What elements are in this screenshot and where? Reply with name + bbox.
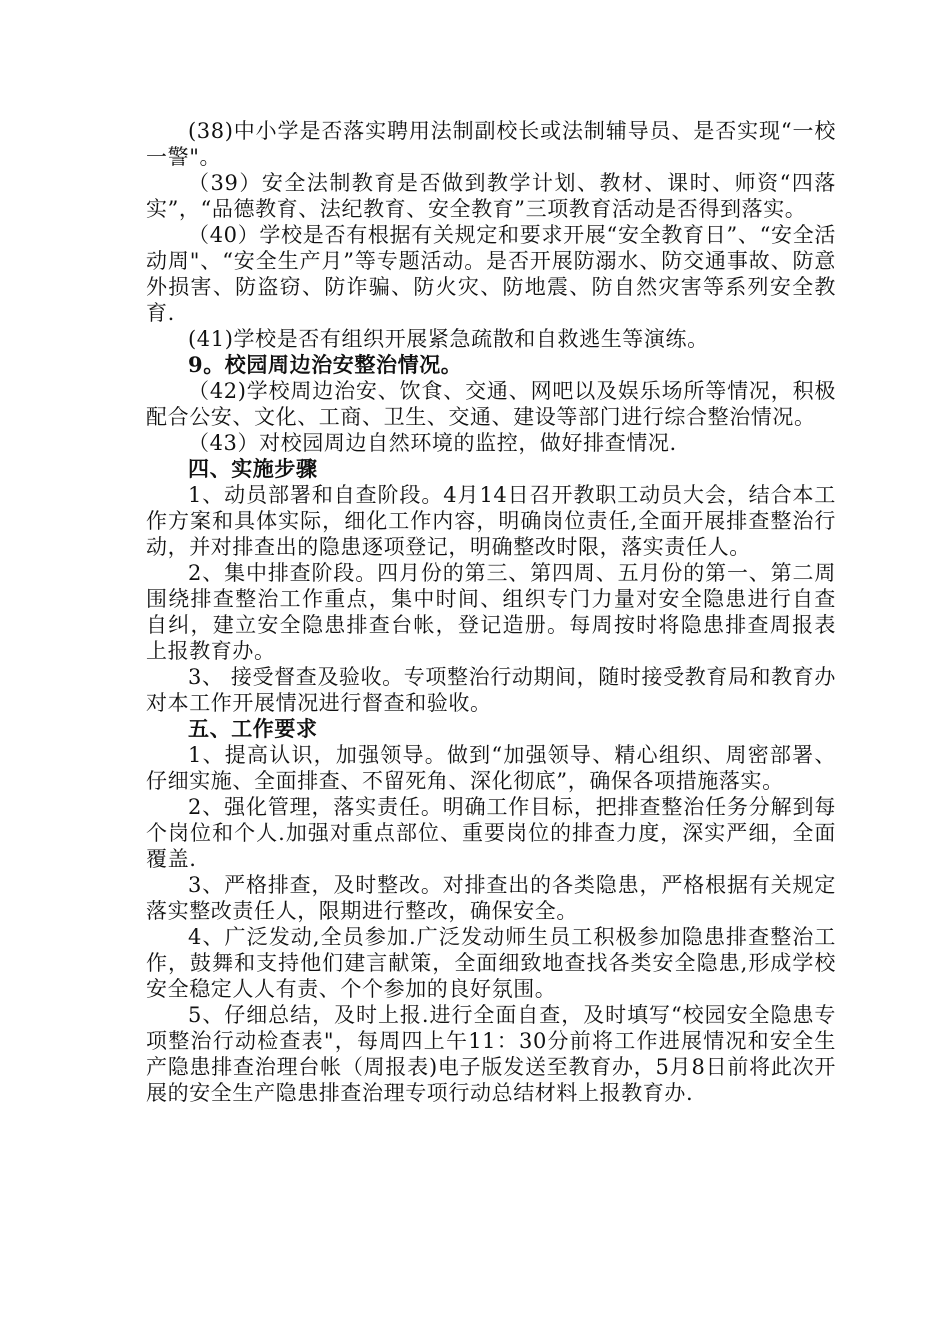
section-heading-requirements: 五、工作要求 [188, 716, 318, 741]
paragraph-item-41: (41)学校是否有组织开展紧急疏散和自救逃生等演练。 [188, 327, 709, 351]
paragraph-item-40: （40）学校是否有根据有关规定和要求开展“安全教育日”、“安全活动周"、“安全生产月”等专题活动。是否开展防溺水、防交通事故、防意外损害、防盗窃、防诈骗、防火灾、防地震、防自然灾害等系列安全教育. [146, 223, 836, 325]
paragraph-step-3: 3、 接受督查及验收。专项整治行动期间，随时接受教育局和教育办对本工作开展情况进行督查和验收。 [146, 665, 836, 715]
section-heading-9: 9。校园周边治安整治情况。 [188, 352, 463, 377]
paragraph-requirement-3: 3、严格排查，及时整改。对排查出的各类隐患，严格根据有关规定落实整改责任人，限期进行整改，确保安全。 [146, 873, 836, 923]
paragraph-item-43: （43）对校园周边自然环境的监控，做好排查情况. [188, 431, 677, 455]
paragraph-requirement-4: 4、广泛发动,全员参加.广泛发动师生员工积极参加隐患排查整治工作，鼓舞和支持他们建言献策，全面细致地查找各类安全隐患,形成学校安全稳定人人有责、个个参加的良好氛围。 [146, 925, 836, 1001]
paragraph-item-39: （39）安全法制教育是否做到教学计划、教材、课时、师资“四落实”，“品德教育、法纪教育、安全教育”三项教育活动是否得到落实。 [146, 171, 836, 221]
paragraph-item-38: (38)中小学是否落实聘用法制副校长或法制辅导员、是否实现“一校一警"。 [146, 119, 836, 169]
section-heading-implementation: 四、实施步骤 [188, 456, 318, 481]
paragraph-step-2: 2、集中排查阶段。四月份的第三、第四周、五月份的第一、第二周围绕排查整治工作重点，集中时间、组织专门力量对安全隐患进行自查自纠，建立安全隐患排查台帐，登记造册。每周按时将隐患排查周报表上报教育办。 [146, 561, 836, 663]
paragraph-step-1: 1、动员部署和自查阶段。4月14日召开教职工动员大会，结合本工作方案和具体实际，细化工作内容，明确岗位责任,全面开展排查整治行动，并对排查出的隐患逐项登记，明确整改时限，落实责任人。 [146, 483, 836, 559]
paragraph-item-42: （42)学校周边治安、饮食、交通、网吧以及娱乐场所等情况，积极配合公安、文化、工商、卫生、交通、建设等部门进行综合整治情况。 [146, 379, 836, 429]
document-page [146, 118, 836, 1106]
paragraph-requirement-1: 1、提高认识，加强领导。做到“加强领导、精心组织、周密部署、仔细实施、全面排查、不留死角、深化彻底”，确保各项措施落实。 [146, 743, 836, 793]
paragraph-requirement-5: 5、仔细总结，及时上报.进行全面自查，及时填写“校园安全隐患专项整治行动检查表"，每周四上午11：30分前将工作进展情况和安全生产隐患排查治理台帐（周报表)电子版发送至教育办，5月8日前将此次开展的安全生产隐患排查治理专项行动总结材料上报教育办. [146, 1003, 836, 1105]
paragraph-requirement-2: 2、强化管理，落实责任。明确工作目标，把排查整治任务分解到每个岗位和个人.加强对重点部位、重要岗位的排查力度，深实严细，全面覆盖. [146, 795, 836, 871]
